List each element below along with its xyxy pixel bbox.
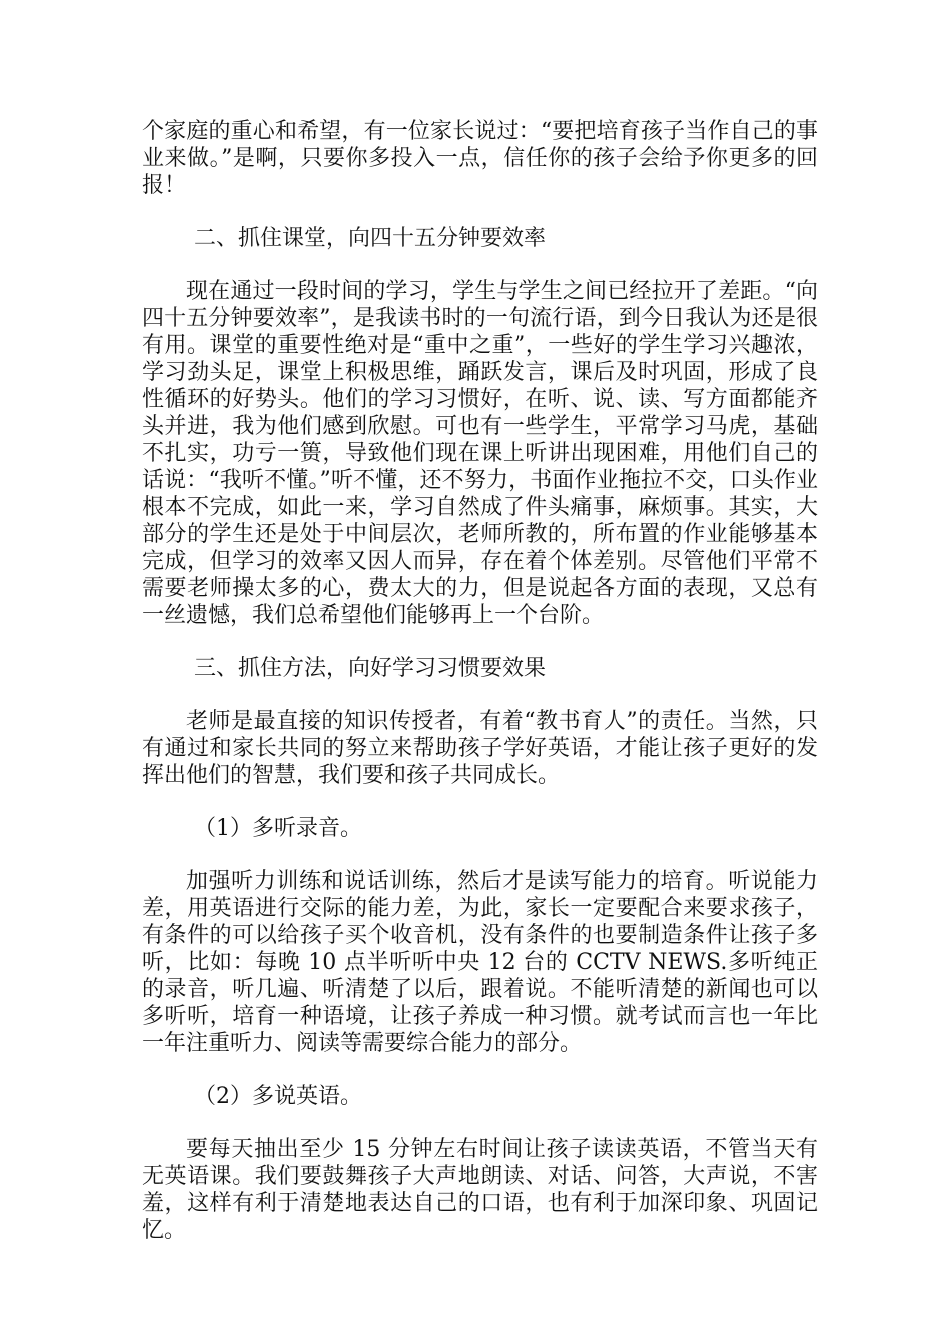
- paragraph-continuation: 个家庭的重心和希望，有一位家长说过：“要把培育孩子当作自己的事业来做。”是啊，只要你多投入一点，信任你的孩子会给予你更多的回报！: [142, 119, 818, 198]
- section-heading-2: 二、抓住课堂，向四十五分钟要效率: [194, 226, 547, 251]
- paragraph-listening: 加强听力训练和说话训练，然后才是读写能力的培育。听说能力差，用英语进行交际的能力差，为此，家长一定要配合来要求孩子，有条件的可以给孩子买个收音机，没有条件的也要制造条件让孩子多听，比如：每晚 10 点半听听中央 12 台的 CCTV NEWS.多听纯正的录音，听几遍、听清楚了以后，跟着说。不能听清楚的新闻也可以多听听，培育一种语境，让孩子养成一种习惯。就考试而言也一年比一年注重听力、阅读等需要综合能力的部分。: [142, 869, 818, 1056]
- paragraph-classroom-efficiency: 现在通过一段时间的学习，学生与学生之间已经拉开了差距。“向四十五分钟要效率”，是我读书时的一句流行语，到今日我认为还是很有用。课堂的重要性绝对是“重中之重”，一些好的学生学习兴趣浓，学习劲头足，课堂上积极思维，踊跃发言，课后及时巩固，形成了良性循环的好势头。他们的学习习惯好，在听、说、读、写方面都能齐头并进，我为他们感到欣慰。可也有一些学生，平常学习马虎，基础不扎实，功亏一篑，导致他们现在课上听讲出现困难，用他们自己的话说：“我听不懂。”听不懂，还不努力，书面作业拖拉不交，口头作业根本不完成，如此一来，学习自然成了件头痛事，麻烦事。其实，大部分的学生还是处于中间层次，老师所教的，所布置的作业能够基本完成，但学习的效率又因人而异，存在着个体差别。尽管他们平常不需要老师操太多的心，费太大的力，但是说起各方面的表现，又总有一丝遗憾，我们总希望他们能够再上一个台阶。: [142, 279, 818, 628]
- subheading-listening: （1）多听录音。: [194, 816, 362, 841]
- subheading-speaking: （2）多说英语。: [194, 1084, 362, 1109]
- paragraph-speaking: 要每天抽出至少 15 分钟左右时间让孩子读读英语，不管当天有无英语课。我们要鼓舞孩子大声地朗读、对话、问答，大声说，不害羞，这样有利于清楚地表达自己的口语，也有利于加深印象、巩固记忆。: [142, 1137, 818, 1243]
- section-heading-3: 三、抓住方法，向好学习习惯要效果: [194, 656, 547, 681]
- paragraph-teacher-role: 老师是最直接的知识传授者，有着“教书育人”的责任。当然，只有通过和家长共同的努立来帮助孩子学好英语，才能让孩子更好的发挥出他们的智慧，我们要和孩子共同成长。: [142, 709, 818, 788]
- document-page: [142, 118, 818, 1270]
